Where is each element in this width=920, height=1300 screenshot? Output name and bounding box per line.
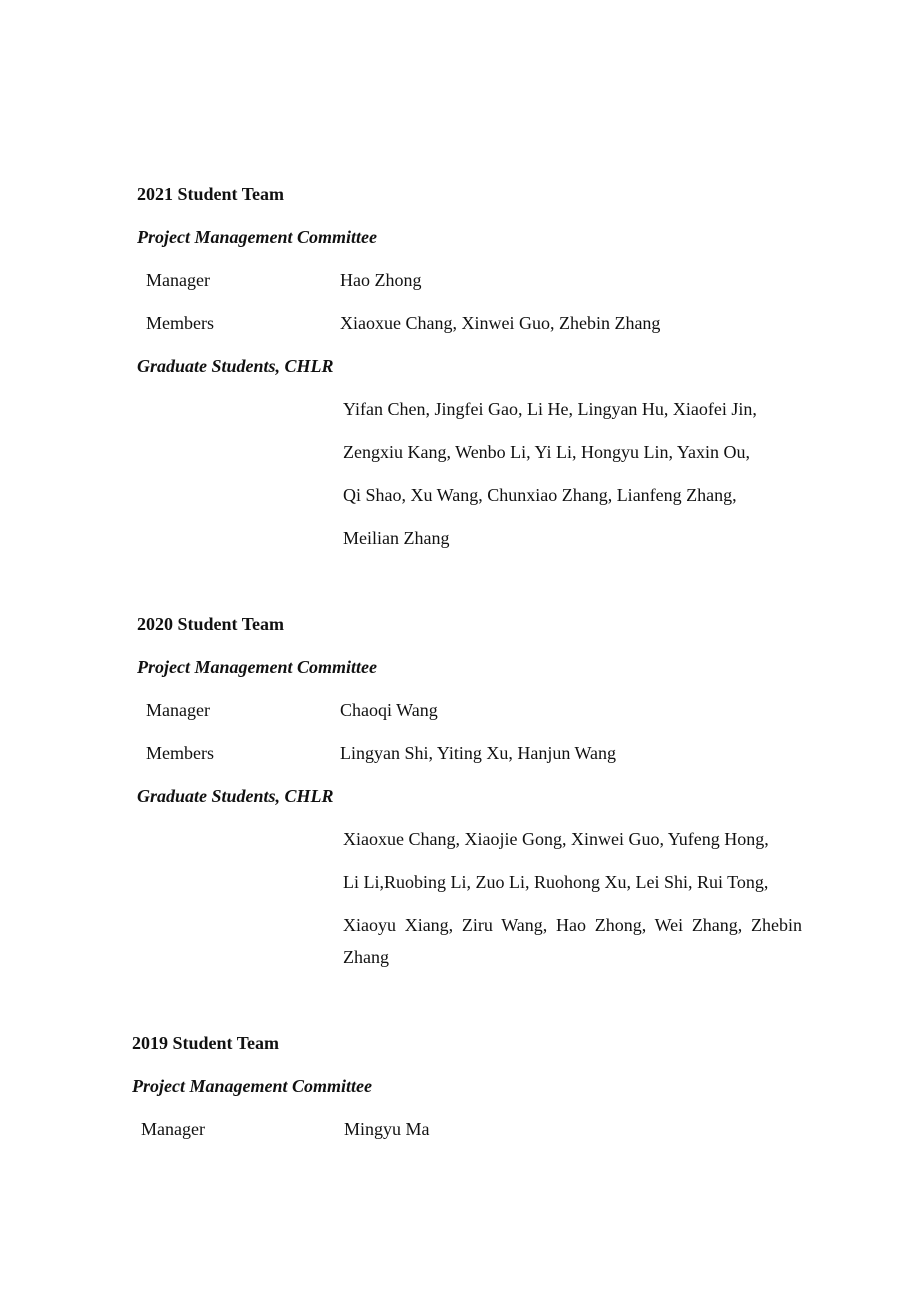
- team-2021-grad-line: Meilian Zhang: [343, 528, 450, 548]
- team-2021-members-names: Xiaoxue Chang, Xinwei Guo, Zhebin Zhang: [340, 313, 661, 333]
- team-2021-title: 2021 Student Team: [137, 184, 285, 204]
- team-2020-pmc-heading: Project Management Committee: [137, 657, 377, 677]
- team-2019-manager-label: Manager: [141, 1119, 205, 1139]
- team-2021-grad-line: Qi Shao, Xu Wang, Chunxiao Zhang, Lianfeng Zhang,: [343, 485, 737, 505]
- team-2020-manager-name: Chaoqi Wang: [340, 700, 438, 720]
- team-2020-grad-heading: Graduate Students, CHLR: [137, 786, 334, 806]
- team-2021-members-label: Members: [146, 313, 214, 333]
- team-2021-grad-line: Yifan Chen, Jingfei Gao, Li He, Lingyan Hu, Xiaofei Jin,: [343, 399, 757, 419]
- team-2020-members-label: Members: [146, 743, 214, 763]
- team-2019-title: 2019 Student Team: [132, 1033, 280, 1053]
- team-2020-title: 2020 Student Team: [137, 614, 285, 634]
- team-2021-grad-heading: Graduate Students, CHLR: [137, 356, 334, 376]
- team-2021-pmc-heading: Project Management Committee: [137, 227, 377, 247]
- team-2020-grad-line: Xiaoyu Xiang, Ziru Wang, Hao Zhong, Wei Zhang, Zhebin: [343, 915, 802, 935]
- team-2021-manager-label: Manager: [146, 270, 210, 290]
- team-2020-grad-line: Li Li,Ruobing Li, Zuo Li, Ruohong Xu, Lei Shi, Rui Tong,: [343, 872, 769, 892]
- team-2021-manager-name: Hao Zhong: [340, 270, 422, 290]
- team-2020-grad-line: Xiaoxue Chang, Xiaojie Gong, Xinwei Guo, Yufeng Hong,: [343, 829, 769, 849]
- team-2020-members-names: Lingyan Shi, Yiting Xu, Hanjun Wang: [340, 743, 617, 763]
- team-2019-manager-name: Mingyu Ma: [344, 1119, 430, 1139]
- team-2021-grad-line: Zengxiu Kang, Wenbo Li, Yi Li, Hongyu Lin, Yaxin Ou,: [343, 442, 751, 462]
- team-2020-grad-line: Zhang: [343, 947, 389, 967]
- team-2020-manager-label: Manager: [146, 700, 210, 720]
- team-2019-pmc-heading: Project Management Committee: [132, 1076, 372, 1096]
